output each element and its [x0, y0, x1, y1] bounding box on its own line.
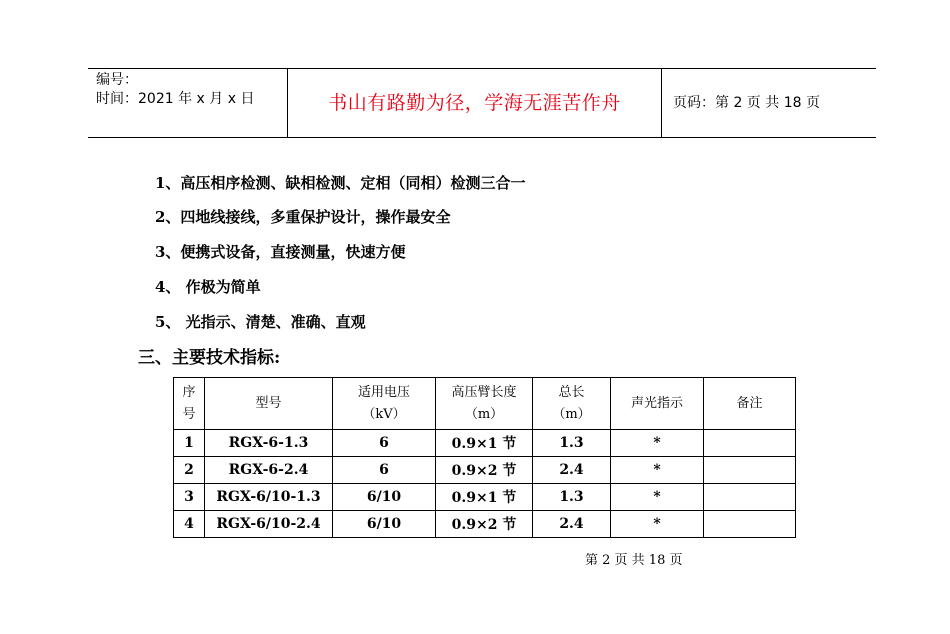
- cell-arm-length: 0.9×2 节: [436, 511, 533, 538]
- cell-indicator: *: [611, 511, 704, 538]
- spec-table: [173, 377, 796, 538]
- cell-voltage: 6: [333, 457, 436, 484]
- cell-model: RGX-6/10-1.3: [205, 484, 333, 511]
- header-meta: [96, 71, 254, 109]
- header-cell-indicator: 声光指示: [611, 378, 704, 430]
- cell-model: RGX-6-2.4: [205, 457, 333, 484]
- cell-remark: [704, 484, 796, 511]
- cell-total-length: 2.4: [533, 511, 611, 538]
- table-row: [174, 430, 796, 457]
- feature-item: 5、 光指示、清楚、准确、直观: [155, 313, 366, 331]
- section-title: 三、主要技术指标:: [138, 348, 281, 368]
- header-cell-voltage: 适用电压 （kV）: [333, 378, 436, 430]
- cell-seq: 4: [174, 511, 205, 538]
- cell-arm-length: 0.9×1 节: [436, 484, 533, 511]
- cell-total-length: 2.4: [533, 457, 611, 484]
- cell-voltage: 6/10: [333, 511, 436, 538]
- header-divider: [661, 69, 662, 137]
- header-cell-remark: 备注: [704, 378, 796, 430]
- cell-seq: 2: [174, 457, 205, 484]
- cell-remark: [704, 430, 796, 457]
- feature-item: 1、高压相序检测、缺相检测、定相（同相）检测三合一: [155, 174, 526, 192]
- header-motto: 书山有路勤为径，学海无涯苦作舟: [328, 92, 621, 114]
- table-row: [174, 457, 796, 484]
- cell-voltage: 6: [333, 430, 436, 457]
- feature-item: 2、四地线接线，多重保护设计，操作最安全: [155, 208, 451, 226]
- cell-total-length: 1.3: [533, 484, 611, 511]
- table-header-row: [174, 378, 796, 430]
- cell-arm-length: 0.9×2 节: [436, 457, 533, 484]
- cell-remark: [704, 511, 796, 538]
- cell-indicator: *: [611, 484, 704, 511]
- cell-indicator: *: [611, 430, 704, 457]
- cell-indicator: *: [611, 457, 704, 484]
- header-cell-total-length: 总长 （m）: [533, 378, 611, 430]
- cell-model: RGX-6-1.3: [205, 430, 333, 457]
- cell-seq: 1: [174, 430, 205, 457]
- header-page-info: 页码：第 2 页 共 18 页: [673, 95, 820, 111]
- cell-voltage: 6/10: [333, 484, 436, 511]
- header-cell-seq: 序 号: [174, 378, 205, 430]
- page-header: [88, 68, 876, 138]
- document-time: 时间：2021 年 x 月 x 日: [96, 91, 255, 107]
- document-number: 编号：: [96, 72, 138, 88]
- feature-item: 4、 作极为简单: [155, 278, 261, 296]
- cell-seq: 3: [174, 484, 205, 511]
- table-row: [174, 511, 796, 538]
- cell-total-length: 1.3: [533, 430, 611, 457]
- header-cell-arm-length: 高压臂长度 （m）: [436, 378, 533, 430]
- header-cell-model: 型号: [205, 378, 333, 430]
- cell-remark: [704, 457, 796, 484]
- feature-item: 3、便携式设备，直接测量，快速方便: [155, 243, 406, 261]
- cell-arm-length: 0.9×1 节: [436, 430, 533, 457]
- page-footer: 第 2 页 共 18 页: [585, 553, 683, 568]
- table-row: [174, 484, 796, 511]
- cell-model: RGX-6/10-2.4: [205, 511, 333, 538]
